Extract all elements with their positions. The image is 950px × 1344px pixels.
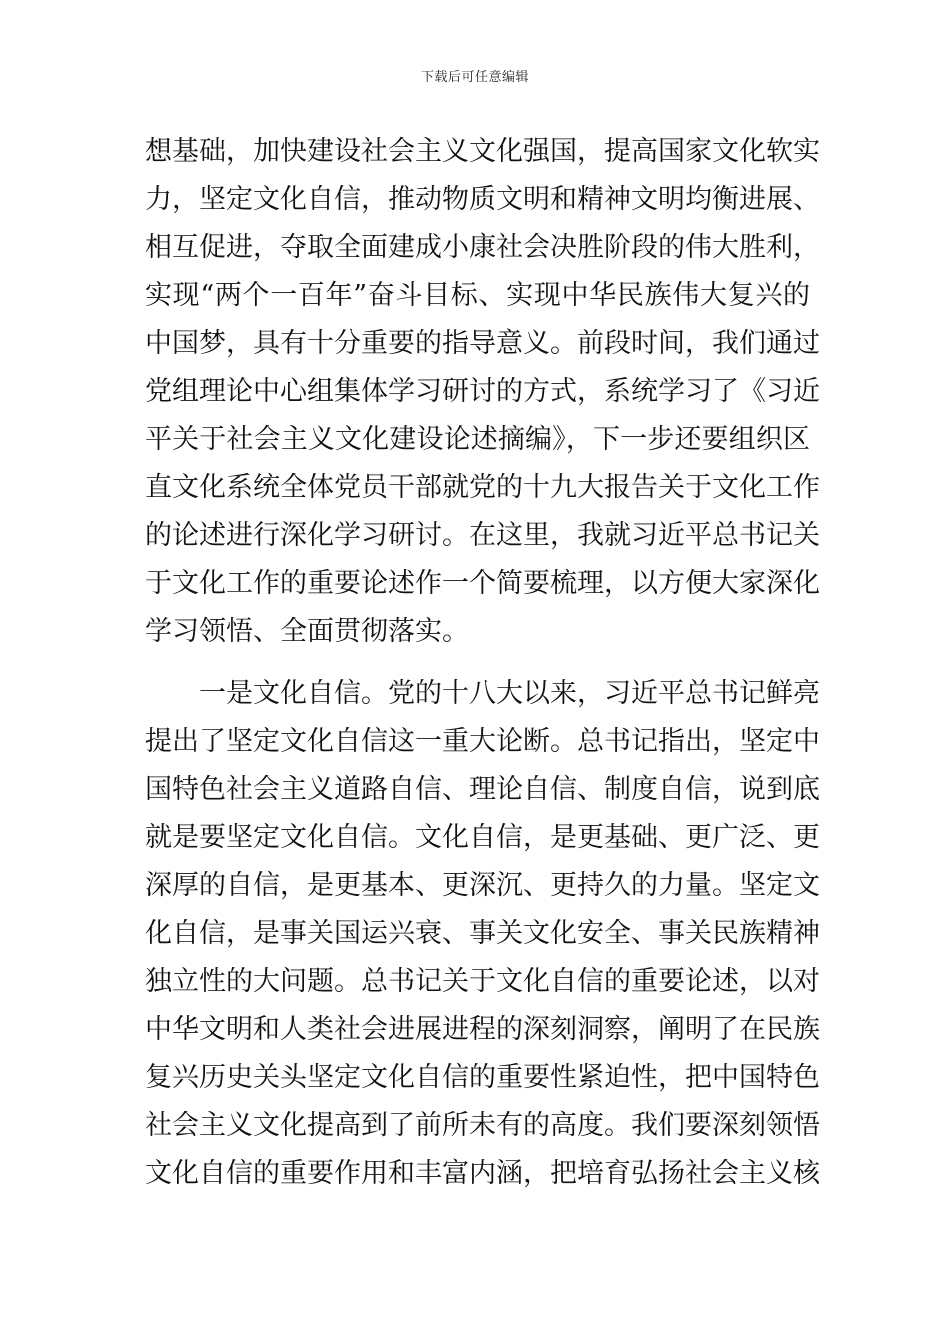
- text-line: 文化自信的重要作用和丰富内涵，把培育弘扬社会主义核: [145, 1158, 820, 1189]
- text-line: 社会主义文化提高到了前所未有的高度。我们要深刻领悟: [145, 1110, 820, 1141]
- text-line: 就是要坚定文化自信。文化自信，是更基础、更广泛、更: [145, 822, 820, 853]
- text-line: 于文化工作的重要论述作一个简要梳理，以方便大家深化: [145, 568, 820, 599]
- text-line: 平关于社会主义文化建设论述摘编》，下一步还要组织区: [145, 424, 810, 455]
- text-line: 学习领悟、全面贯彻落实。: [145, 616, 469, 647]
- text-line: 提出了坚定文化自信这一重大论断。总书记指出，坚定中: [145, 726, 820, 757]
- text-line: 相互促进，夺取全面建成小康社会决胜阶段的伟大胜利，: [145, 232, 820, 263]
- text-line: 一是文化自信。党的十八大以来，习近平总书记鲜亮: [199, 678, 820, 709]
- text-line: 中国梦，具有十分重要的指导意义。前段时间，我们通过: [145, 328, 820, 359]
- header-note: 下载后可任意编辑: [420, 70, 529, 85]
- text-line: 化自信，是事关国运兴衰、事关文化安全、事关民族精神: [145, 918, 820, 949]
- text-line: 复兴历史关头坚定文化自信的重要性紧迫性，把中国特色: [145, 1062, 820, 1093]
- text-line: 深厚的自信，是更基本、更深沉、更持久的力量。坚定文: [145, 870, 820, 901]
- text-line: 实现“两个一百年”奋斗目标、实现中华民族伟大复兴的: [145, 280, 810, 311]
- text-line: 想基础，加快建设社会主义文化强国，提高国家文化软实: [145, 136, 820, 167]
- text-line: 中华文明和人类社会进展进程的深刻洞察，阐明了在民族: [145, 1014, 820, 1045]
- paragraph-2: [145, 670, 820, 1198]
- text-line: 的论述进行深化学习研讨。在这里，我就习近平总书记关: [145, 520, 820, 551]
- text-line: 党组理论中心组集体学习研讨的方式，系统学习了《习近: [145, 376, 820, 407]
- text-line: 直文化系统全体党员干部就党的十九大报告关于文化工作: [145, 472, 820, 503]
- text-line: 国特色社会主义道路自信、理论自信、制度自信，说到底: [145, 774, 820, 805]
- text-line: 力，坚定文化自信，推动物质文明和精神文明均衡进展、: [145, 184, 820, 215]
- paragraph-spacer: [145, 656, 810, 670]
- text-line: 独立性的大问题。总书记关于文化自信的重要论述，以对: [145, 966, 820, 997]
- document-body: [145, 128, 820, 1198]
- paragraph-1: [145, 128, 820, 656]
